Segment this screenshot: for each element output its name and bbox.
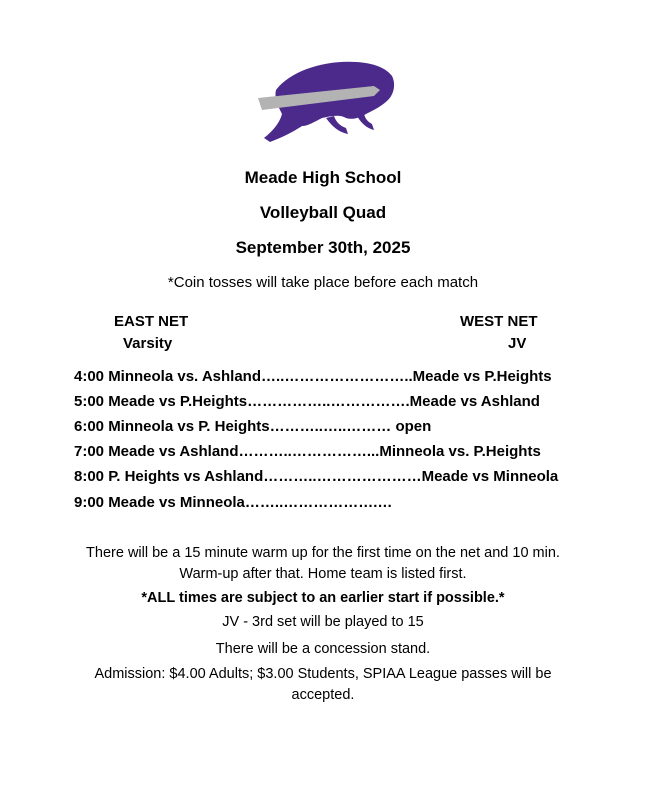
- schedule-row: 6:00 Minneola vs P. Heights………..…..……… open: [74, 418, 432, 435]
- school-name: Meade High School: [244, 168, 402, 187]
- times-note: *ALL times are subject to an earlier start if possible.*: [141, 590, 505, 606]
- west-net-level: JV: [508, 335, 527, 352]
- west-net-title: WEST NET: [460, 313, 538, 330]
- schedule-row: 4:00 Minneola vs. Ashland…..……………………..Meade vs P.Heights: [74, 368, 552, 385]
- schedule-row: 8:00 P. Heights vs Ashland………..…………………Meade vs Minneola: [74, 468, 559, 485]
- schedule-row: 7:00 Meade vs Ashland………..……………...Minneola vs. P.Heights: [74, 443, 541, 460]
- east-net-title: EAST NET: [114, 313, 189, 330]
- schedule-row: 9:00 Meade vs Minneola……..……………….…: [74, 494, 393, 511]
- admission-note: Admission: $4.00 Adults; $3.00 Students, SPIAA League passes will be accepted.: [94, 666, 552, 703]
- concession-note: There will be a concession stand.: [215, 641, 431, 657]
- coin-toss-note: *Coin tosses will take place before each match: [167, 274, 479, 291]
- bison-logo-icon: [256, 56, 398, 146]
- east-net-level: Varsity: [123, 335, 173, 352]
- jv-note: JV - 3rd set will be played to 15: [222, 614, 424, 630]
- event-title: Volleyball Quad: [259, 203, 387, 222]
- schedule-row: 5:00 Meade vs P.Heights……………..…………….Meade vs Ashland: [74, 393, 540, 410]
- warmup-note: There will be a 15 minute warm up for the first time on the net and 10 min. Warm-up after that. Home team is listed first.: [86, 545, 560, 582]
- event-date: September 30th, 2025: [235, 238, 411, 257]
